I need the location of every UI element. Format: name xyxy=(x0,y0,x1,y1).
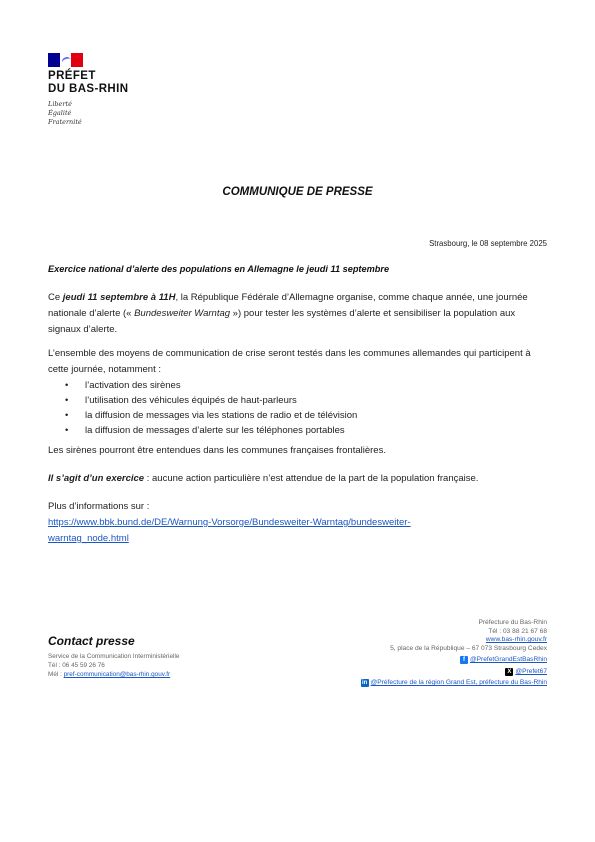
contact-title: Contact presse xyxy=(48,634,135,648)
prefecture-tel: Tél : 03 88 21 67 68 xyxy=(488,627,547,635)
means-list xyxy=(48,378,550,438)
prefet-title-line2: DU BAS-RHIN xyxy=(48,83,129,95)
document-subject: Exercice national d’alerte des populations en Allemagne le jeudi 11 septembre xyxy=(48,264,390,274)
intro-paragraph: Ce jeudi 11 septembre à 11H, la République Fédérale d’Allemagne organise, comme chaque année, une journée nationale d’alerte (« Bundesweiter Warntag ») pour tester les systèmes d’alerte et sensibiliser la population aux signaux d’alerte. xyxy=(48,292,528,335)
prefecture-block xyxy=(361,619,547,688)
list-item: • l’utilisation des véhicules équipés de haut-parleurs xyxy=(48,393,550,408)
list-item: • l’activation des sirènes xyxy=(48,378,550,393)
more-info-paragraph xyxy=(48,499,550,547)
document-title: COMMUNIQUE DE PRESSE xyxy=(222,186,373,198)
contact-service: Service de la Communication Interministérielle xyxy=(48,653,180,660)
prefecture-address: 5, place de la République – 67 073 Strasbourg Cedex xyxy=(390,644,547,652)
contact-email-link[interactable]: pref-communication@bas-rhin.gouv.fr xyxy=(63,671,171,678)
bbk-warntag-link[interactable]: https://www.bbk.bund.de/DE/Warnung-Vorsorge/Bundesweiter-Warntag/bundesweiter- warntag_node.html xyxy=(48,517,411,544)
more-info-label: Plus d’informations sur : xyxy=(48,501,150,512)
motto-liberte: Liberté xyxy=(48,100,72,108)
facebook-icon: f xyxy=(460,656,468,664)
facebook-link[interactable]: @PrefetGrandEstBasRhin xyxy=(469,656,547,663)
contact-details: Service de la Communication Interministérielle Tél : 06 45 59 26 76 Mél : pref-communication@bas-rhin.gouv.fr xyxy=(48,653,180,678)
means-intro: L’ensemble des moyens de communication de crise seront testés dans les communes allemandes qui participent à cette journée, notamment : xyxy=(48,348,531,375)
prefet-title-line1: PRÉFET xyxy=(48,70,96,82)
contact-tel: Tél : 06 45 59 26 76 xyxy=(48,662,105,669)
intro-date-bold: jeudi 11 septembre à 11H xyxy=(62,292,176,303)
means-paragraph xyxy=(48,346,550,438)
document-date: Strasbourg, le 08 septembre 2025 xyxy=(429,239,547,248)
motto-egalite: Égalité xyxy=(48,109,72,117)
x-twitter-icon: X xyxy=(507,668,512,675)
x-link[interactable]: @Prefet67 xyxy=(515,667,547,675)
exercise-bold: Il s’agit d’un exercice xyxy=(48,473,145,484)
sirens-paragraph: Les sirènes pourront être entendues dans les communes françaises frontalières. xyxy=(48,445,386,456)
republique-francaise-logo xyxy=(48,53,83,67)
linkedin-link[interactable]: @Préfecture de la région Grand Est, préfecture du Bas-Rhin xyxy=(370,679,547,686)
list-item: • la diffusion de messages via les stations de radio et de télévision xyxy=(48,408,550,423)
prefecture-website-link[interactable]: www.bas-rhin.gouv.fr xyxy=(485,636,547,643)
list-item: • la diffusion de messages d’alerte sur les téléphones portables xyxy=(48,423,550,438)
exercise-paragraph: Il s’agit d’un exercice : aucune action particulière n’est attendue de la part de la population française. xyxy=(48,473,479,484)
prefecture-name: Préfecture du Bas-Rhin xyxy=(478,619,547,626)
intro-warntag-italic: Bundesweiter Warntag xyxy=(134,308,231,319)
linkedin-icon: in xyxy=(361,680,368,686)
motto-fraternite: Fraternité xyxy=(48,118,82,126)
